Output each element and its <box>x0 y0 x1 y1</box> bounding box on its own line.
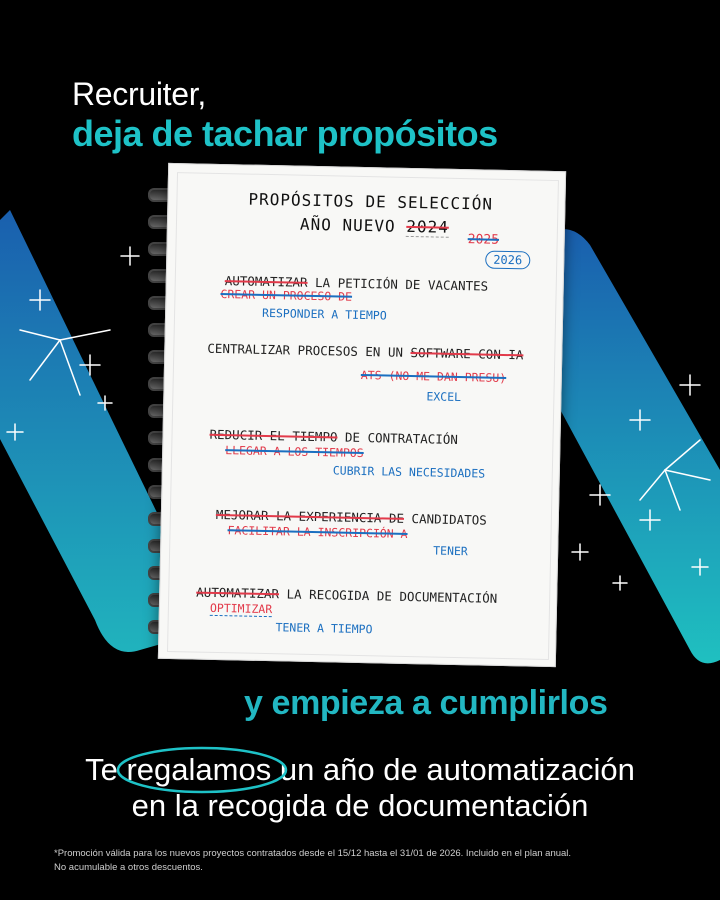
item-5-main: AUTOMATIZAR LA RECOGIDA DE DOCUMENTACIÓN <box>196 584 498 606</box>
year-2025: 2025 <box>467 232 500 248</box>
year-2026: 2026 <box>485 251 530 270</box>
headline-recruiter: Recruiter, <box>72 76 206 112</box>
gift-line-2: en la recogida de documentación <box>131 788 589 823</box>
item-2-main: CENTRALIZAR PROCESOS EN UN SOFTWARE CON IA <box>207 340 524 363</box>
item-3-blue: CUBRIR LAS NECESIDADES <box>332 463 486 481</box>
right-color-band <box>555 229 720 663</box>
disclaimer: *Promoción válida para los nuevos proyectos contratados desde el 15/12 hasta el 31/01 de 2026. Incluido en el plan anual. No acumulable a otros descuentos. <box>54 848 572 873</box>
gift-line-1: Te regalamos un año de automatización <box>0 752 720 788</box>
item-5-red: OPTIMIZAR <box>209 600 273 617</box>
item-3-main: REDUCIR EL TIEMPO DE CONTRATACIÓN <box>209 426 459 448</box>
item-2-blue: EXCEL <box>426 389 462 405</box>
notebook-page <box>158 163 566 667</box>
item-1-red: CREAR UN PROCESO DE <box>220 287 353 304</box>
headline-stop-crossing: deja de tachar propósitos <box>72 113 498 154</box>
item-1-main: AUTOMATIZAR LA PETICIÓN DE VACANTES <box>224 273 489 294</box>
item-4-red: FACILITAR LA INSCRIPCIÓN A <box>227 523 408 541</box>
item-4-blue: TENER <box>433 543 468 559</box>
item-5-blue: TENER A TIEMPO <box>275 620 373 637</box>
notebook-title: PROPÓSITOS DE SELECCIÓN <box>248 189 494 214</box>
item-3-red: LLEGAR A LOS TIEMPOS <box>225 443 364 461</box>
notebook-year-label: AÑO NUEVO 2024 <box>299 214 450 237</box>
item-1-blue: RESPONDER A TIEMPO <box>261 305 387 323</box>
item-2-red: ATS (NO ME DAN PRESU) <box>360 367 507 386</box>
year-2024: 2024 <box>406 216 450 237</box>
item-4-main: MEJORAR LA EXPERIENCIA DE CANDIDATOS <box>215 506 487 528</box>
highlight-regalamos: regalamos <box>126 752 271 788</box>
tagline: y empieza a cumplirlos <box>244 684 608 722</box>
